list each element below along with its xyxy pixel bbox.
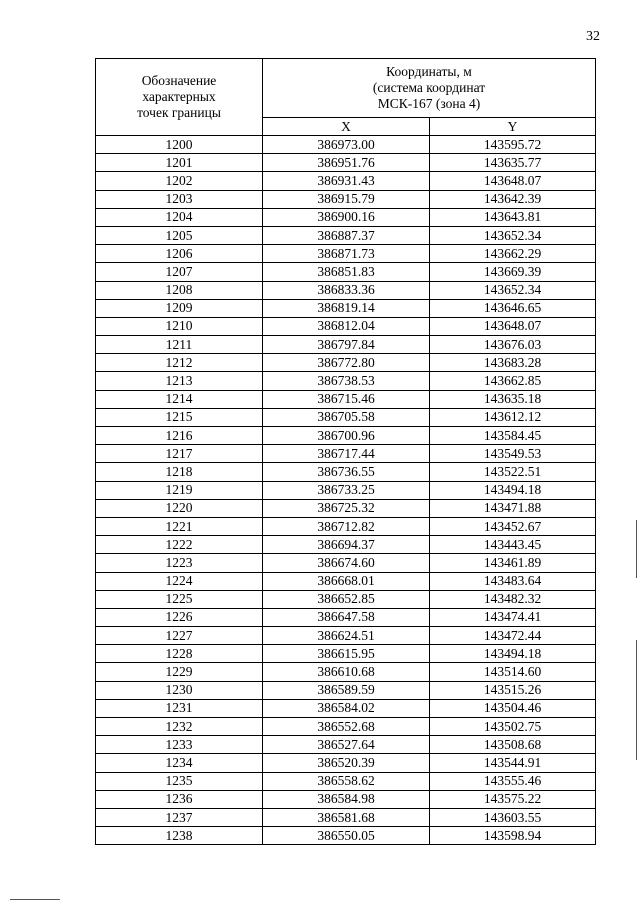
y-cell: 143522.51 xyxy=(430,463,596,481)
point-cell: 1236 xyxy=(96,790,263,808)
y-cell: 143648.07 xyxy=(430,317,596,335)
point-cell: 1207 xyxy=(96,263,263,281)
footer-rule xyxy=(10,899,60,900)
x-cell: 386900.16 xyxy=(263,208,430,226)
table-row xyxy=(96,772,596,790)
table-row xyxy=(96,299,596,317)
point-header-line: характерных xyxy=(142,89,216,104)
y-cell: 143544.91 xyxy=(430,754,596,772)
x-cell: 386527.64 xyxy=(263,736,430,754)
point-cell: 1212 xyxy=(96,354,263,372)
point-cell: 1229 xyxy=(96,663,263,681)
table-row xyxy=(96,445,596,463)
table-row xyxy=(96,226,596,244)
table-row xyxy=(96,663,596,681)
table-row xyxy=(96,390,596,408)
x-cell: 386584.02 xyxy=(263,699,430,717)
x-cell: 386552.68 xyxy=(263,718,430,736)
point-cell: 1218 xyxy=(96,463,263,481)
table-row xyxy=(96,681,596,699)
table-row xyxy=(96,463,596,481)
y-cell: 143669.39 xyxy=(430,263,596,281)
y-cell: 143555.46 xyxy=(430,772,596,790)
page-number: 32 xyxy=(586,29,600,44)
x-cell: 386674.60 xyxy=(263,554,430,572)
y-cell: 143474.41 xyxy=(430,608,596,626)
x-cell: 386694.37 xyxy=(263,536,430,554)
y-cell: 143575.22 xyxy=(430,790,596,808)
table-row xyxy=(96,608,596,626)
y-cell: 143482.32 xyxy=(430,590,596,608)
x-cell: 386725.32 xyxy=(263,499,430,517)
table-row xyxy=(96,281,596,299)
x-cell: 386717.44 xyxy=(263,445,430,463)
point-cell: 1221 xyxy=(96,517,263,535)
table-row xyxy=(96,808,596,826)
table-row xyxy=(96,245,596,263)
y-cell: 143452.67 xyxy=(430,517,596,535)
point-cell: 1226 xyxy=(96,608,263,626)
table-row xyxy=(96,408,596,426)
x-cell: 386951.76 xyxy=(263,154,430,172)
table-header xyxy=(96,59,596,136)
y-cell: 143483.64 xyxy=(430,572,596,590)
table-row xyxy=(96,154,596,172)
y-cell: 143549.53 xyxy=(430,445,596,463)
point-cell: 1214 xyxy=(96,390,263,408)
x-cell: 386668.01 xyxy=(263,572,430,590)
x-cell: 386581.68 xyxy=(263,808,430,826)
x-cell: 386615.95 xyxy=(263,645,430,663)
point-cell: 1208 xyxy=(96,281,263,299)
point-cell: 1220 xyxy=(96,499,263,517)
coords-header-line: Координаты, м xyxy=(386,64,472,79)
point-cell: 1213 xyxy=(96,372,263,390)
y-cell: 143515.26 xyxy=(430,681,596,699)
table-row xyxy=(96,263,596,281)
table-row xyxy=(96,536,596,554)
point-cell: 1231 xyxy=(96,699,263,717)
x-cell: 386772.80 xyxy=(263,354,430,372)
y-cell: 143652.34 xyxy=(430,226,596,244)
x-cell: 386712.82 xyxy=(263,517,430,535)
table-row xyxy=(96,190,596,208)
y-cell: 143676.03 xyxy=(430,336,596,354)
y-cell: 143598.94 xyxy=(430,827,596,845)
x-cell: 386833.36 xyxy=(263,281,430,299)
point-cell: 1210 xyxy=(96,317,263,335)
coords-header-line: МСК-167 (зона 4) xyxy=(377,96,481,111)
x-cell: 386558.62 xyxy=(263,772,430,790)
point-cell: 1200 xyxy=(96,136,263,154)
point-cell: 1217 xyxy=(96,445,263,463)
x-cell: 386738.53 xyxy=(263,372,430,390)
point-cell: 1233 xyxy=(96,736,263,754)
y-cell: 143494.18 xyxy=(430,645,596,663)
scan-edge-mark xyxy=(636,520,637,578)
y-cell: 143683.28 xyxy=(430,354,596,372)
table-row xyxy=(96,354,596,372)
x-cell: 386887.37 xyxy=(263,226,430,244)
point-cell: 1211 xyxy=(96,336,263,354)
table-row xyxy=(96,517,596,535)
point-cell: 1224 xyxy=(96,572,263,590)
point-cell: 1205 xyxy=(96,226,263,244)
x-cell: 386733.25 xyxy=(263,481,430,499)
table-row xyxy=(96,627,596,645)
point-cell: 1204 xyxy=(96,208,263,226)
y-cell: 143603.55 xyxy=(430,808,596,826)
x-cell: 386851.83 xyxy=(263,263,430,281)
x-column-header: X xyxy=(263,118,430,136)
x-cell: 386705.58 xyxy=(263,408,430,426)
table-row xyxy=(96,427,596,445)
x-cell: 386812.04 xyxy=(263,317,430,335)
point-column-header xyxy=(96,59,263,136)
x-cell: 386715.46 xyxy=(263,390,430,408)
y-cell: 143443.45 xyxy=(430,536,596,554)
point-cell: 1223 xyxy=(96,554,263,572)
point-cell: 1219 xyxy=(96,481,263,499)
y-cell: 143502.75 xyxy=(430,718,596,736)
y-cell: 143652.34 xyxy=(430,281,596,299)
table-row xyxy=(96,372,596,390)
table-row xyxy=(96,754,596,772)
point-cell: 1235 xyxy=(96,772,263,790)
y-cell: 143472.44 xyxy=(430,627,596,645)
table-body xyxy=(96,136,596,845)
point-cell: 1209 xyxy=(96,299,263,317)
y-column-header: Y xyxy=(430,118,596,136)
point-cell: 1203 xyxy=(96,190,263,208)
x-cell: 386584.98 xyxy=(263,790,430,808)
y-cell: 143662.85 xyxy=(430,372,596,390)
scan-edge-mark xyxy=(636,640,637,760)
x-cell: 386700.96 xyxy=(263,427,430,445)
point-header-line: Обозначение xyxy=(141,73,217,88)
point-header-line: точек границы xyxy=(137,105,221,120)
table-row xyxy=(96,172,596,190)
point-cell: 1230 xyxy=(96,681,263,699)
coordinates-table xyxy=(95,58,596,845)
x-cell: 386736.55 xyxy=(263,463,430,481)
point-cell: 1202 xyxy=(96,172,263,190)
point-cell: 1238 xyxy=(96,827,263,845)
point-cell: 1237 xyxy=(96,808,263,826)
table-row xyxy=(96,572,596,590)
y-cell: 143646.65 xyxy=(430,299,596,317)
y-cell: 143612.12 xyxy=(430,408,596,426)
x-cell: 386931.43 xyxy=(263,172,430,190)
x-cell: 386610.68 xyxy=(263,663,430,681)
table-row xyxy=(96,136,596,154)
point-cell: 1216 xyxy=(96,427,263,445)
table-row xyxy=(96,790,596,808)
table-row xyxy=(96,317,596,335)
x-cell: 386797.84 xyxy=(263,336,430,354)
y-cell: 143595.72 xyxy=(430,136,596,154)
table-row xyxy=(96,645,596,663)
y-cell: 143635.18 xyxy=(430,390,596,408)
coordinates-column-header xyxy=(263,59,596,118)
x-cell: 386819.14 xyxy=(263,299,430,317)
table-row xyxy=(96,736,596,754)
point-cell: 1201 xyxy=(96,154,263,172)
table-row xyxy=(96,208,596,226)
table-row xyxy=(96,554,596,572)
y-cell: 143635.77 xyxy=(430,154,596,172)
table-row xyxy=(96,590,596,608)
y-cell: 143662.29 xyxy=(430,245,596,263)
point-cell: 1222 xyxy=(96,536,263,554)
point-cell: 1206 xyxy=(96,245,263,263)
x-cell: 386915.79 xyxy=(263,190,430,208)
y-cell: 143461.89 xyxy=(430,554,596,572)
y-cell: 143514.60 xyxy=(430,663,596,681)
x-cell: 386589.59 xyxy=(263,681,430,699)
point-cell: 1234 xyxy=(96,754,263,772)
x-cell: 386871.73 xyxy=(263,245,430,263)
x-cell: 386973.00 xyxy=(263,136,430,154)
point-cell: 1227 xyxy=(96,627,263,645)
x-cell: 386647.58 xyxy=(263,608,430,626)
coords-header-line: (система координат xyxy=(372,80,486,95)
y-cell: 143494.18 xyxy=(430,481,596,499)
y-cell: 143504.46 xyxy=(430,699,596,717)
y-cell: 143508.68 xyxy=(430,736,596,754)
point-cell: 1228 xyxy=(96,645,263,663)
point-cell: 1232 xyxy=(96,718,263,736)
point-cell: 1215 xyxy=(96,408,263,426)
y-cell: 143584.45 xyxy=(430,427,596,445)
x-cell: 386652.85 xyxy=(263,590,430,608)
x-cell: 386520.39 xyxy=(263,754,430,772)
table-row xyxy=(96,481,596,499)
y-cell: 143642.39 xyxy=(430,190,596,208)
y-cell: 143471.88 xyxy=(430,499,596,517)
table-row xyxy=(96,336,596,354)
x-cell: 386550.05 xyxy=(263,827,430,845)
table-row xyxy=(96,827,596,845)
table-row xyxy=(96,499,596,517)
y-cell: 143643.81 xyxy=(430,208,596,226)
table-row xyxy=(96,699,596,717)
point-cell: 1225 xyxy=(96,590,263,608)
x-cell: 386624.51 xyxy=(263,627,430,645)
table-row xyxy=(96,718,596,736)
y-cell: 143648.07 xyxy=(430,172,596,190)
